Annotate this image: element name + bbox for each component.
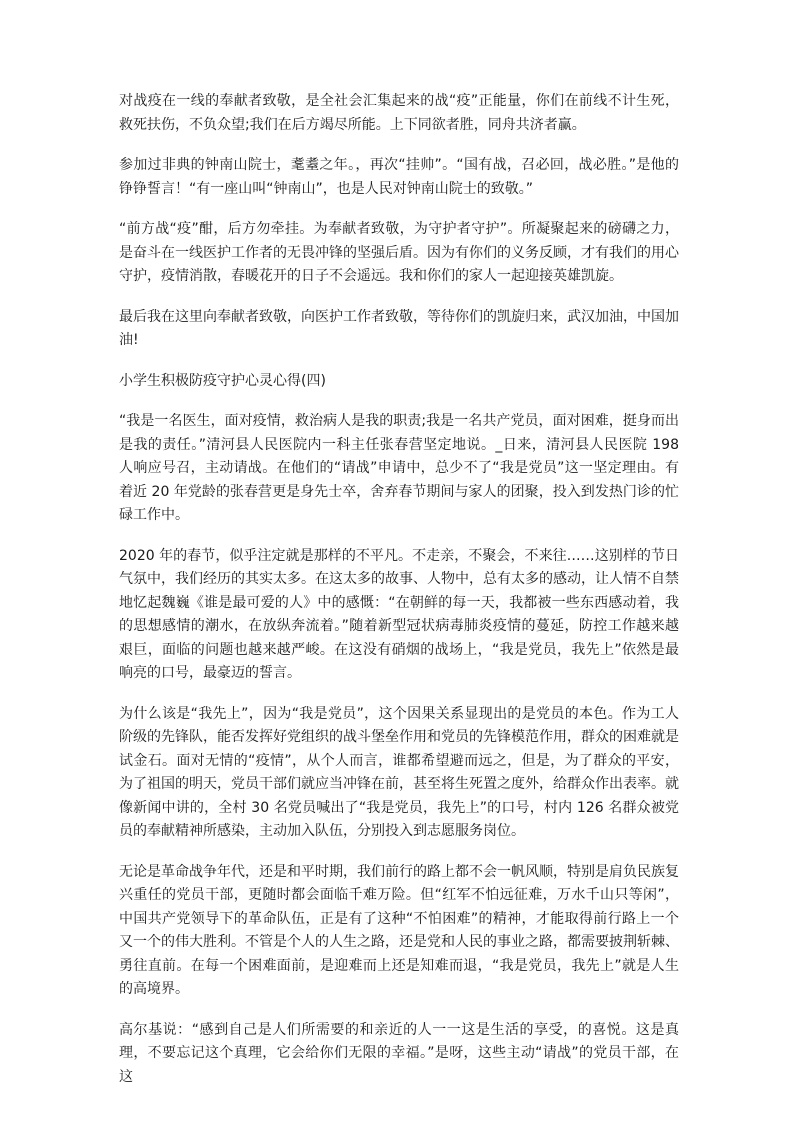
paragraph-1: 对战疫在一线的奉献者致敬，是全社会汇集起来的战“疫”正能量，你们在前线不计生死，救死扶伤，不负众望;我们在后方竭尽所能。上下同欲者胜，同舟共济者赢。 — [119, 93, 679, 133]
paragraph-9: 高尔基说：“感到自己是人们所需要的和亲近的人一一这是生活的享受，的喜悦。这是真理，不要忘记这个真理，它会给你们无限的幸福。”是呀，这些主动“请战”的党员干部，在这 — [119, 1021, 679, 1085]
paragraph-5: “我是一名医生，面对疫情，救治病人是我的职责;我是一名共产党员，面对困难，挺身而出是我的责任。”清河县人民医院内一科主任张春营坚定地说。_日来，清河县人民医院 198 人响应号召，主动请战。在他们的“请战”申请中，总少不了“我是党员”这一坚定理由。有着近 20 年党龄的张春营更是身先士卒，舍弃春节期间与家人的团聚，投入到发热门诊的忙碌工作中。 — [119, 413, 679, 523]
paragraph-8: 无论是革命战争年代，还是和平时期，我们前行的路上都不会一帆风顺，特别是肩负民族复兴重任的党员干部，更随时都会面临千难万险。但“红军不怕远征难，万水千山只等闲”，中国共产党领导下的革命队伍，正是有了这种“不怕困难”的精神，才能取得前行路上一个又一个的伟大胜利。不管是个人的人生之路，还是党和人民的事业之路，都需要披荆斩棘、勇往直前。在每一个困难面前，是迎难而上还是知难而退，“我是党员，我先上”就是人生的高境界。 — [119, 863, 679, 997]
paragraph-7: 为什么该是“我先上”，因为“我是党员”，这个因果关系显现出的是党员的本色。作为工人阶级的先锋队，能否发挥好党组织的战斗堡垒作用和党员的先锋模范作用，群众的困难就是试金石。面对无情的“疫情”，从个人而言，谁都希望避而远之，但是，为了群众的平安，为了祖国的明天，党员干部们就应当冲锋在前，甚至将生死置之度外，给群众作出表率。就像新闻中讲的，全村 30 名党员喊出了“我是党员，我先上”的口号，村内 126 名群众被党员的奉献精神所感染，主动加入队伍，分别投入到志愿服务岗位。 — [119, 705, 679, 839]
section-heading: 小学生积极防疫守护心灵心得(四) — [119, 372, 326, 389]
paragraph-6: 2020 年的春节，似乎注定就是那样的不平凡。不走亲，不聚会，不来往……这别样的节日气氛中，我们经历的其实太多。在这太多的故事、人物中，总有太多的感动，让人情不自禁地忆起魏巍《谁是最可爱的人》中的感慨：“在朝鲜的每一天，我都被一些东西感动着，我的思想感情的潮水，在放纵奔流着。”随着新型冠状病毒肺炎疫情的蔓延，防控工作越来越艰巨，面临的问题也越来越严峻。在这没有硝烟的战场上，“我是党员，我先上”依然是最响亮的口号，最豪迈的誓言。 — [119, 547, 679, 681]
paragraph-3: “前方战“疫”酣，后方勿牵挂。为奉献者致敬，为守护者守护”。所凝聚起来的磅礴之力，是奋斗在一线医护工作者的无畏冲锋的坚强后盾。因为有你们的义务反顾，才有我们的用心守护，疫情消散，春暖花开的日子不会遥远。我和你们的家人一起迎接英雄凯旋。 — [119, 221, 679, 284]
document-page — [119, 90, 679, 1106]
paragraph-2: 参加过非典的钟南山院士，耄耋之年。，再次“挂帅”。“国有战，召必回，战必胜。”是他的铮铮誓言！“有一座山叫“钟南山”，也是人民对钟南山院士的致敬。” — [119, 157, 679, 197]
paragraph-4: 最后我在这里向奉献者致敬，向医护工作者致敬，等待你们的凯旋归来，武汉加油，中国加油! — [119, 308, 679, 348]
